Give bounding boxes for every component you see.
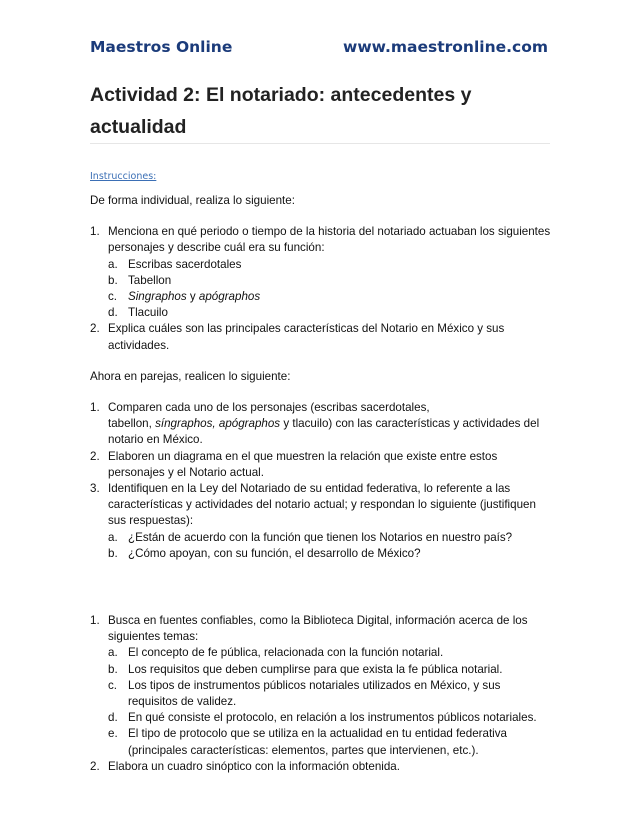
sub-text: ¿Cómo apoyan, con su función, el desarrollo de México? [128,546,421,560]
list-item [90,224,552,256]
item-text: Identifiquen en la Ley del Notariado de su entidad federativa, lo referente a las características y actividades del notario actual; y respondan lo siguiente (justifiquen sus respuestas): [108,482,536,528]
sub-letter: e. [108,727,118,741]
sub-item [90,530,552,546]
sub-letter: d. [108,306,118,320]
sub-text: y [186,290,199,304]
item-text: Explica cuáles son las principales características del Notario en México y sus actividades. [108,322,505,352]
header-url: www.maestronline.com [343,38,548,56]
sub-letter: d. [108,711,118,725]
sub-text: ¿Están de acuerdo con la función que tienen los Notarios en nuestro país? [128,530,513,544]
instructions-label: Instrucciones: [90,171,157,182]
sub-text: Tabellon [128,273,172,287]
sub-letter: c. [108,678,118,692]
sub-item [90,273,552,289]
sub-text-italic: apógraphos [198,290,261,304]
list-item [90,481,552,530]
list-item [90,759,552,775]
sub-item [90,645,552,661]
header-brand: Maestros Online [90,38,233,56]
sub-item [90,662,552,678]
sub-item [90,678,552,710]
sub-letter: c. [108,290,118,304]
item-text: Comparen cada uno de los personajes (escribas sacerdotales, [108,401,430,415]
sub-letter: a. [108,646,118,660]
sub-text: Los tipos de instrumentos públicos notariales utilizados en México, y sus requisitos de validez. [128,678,501,709]
sub-letter: a. [108,257,118,271]
sub-item [90,546,552,562]
item-text: Elabora un cuadro sinóptico con la información obtenida. [108,759,400,773]
item-number: 2. [90,449,100,463]
sub-letter: b. [108,662,118,676]
section1-intro: De forma individual, realiza lo siguiente: [90,194,295,207]
sub-text: Tlacuilo [128,306,168,320]
item-text: Busca en fuentes confiables, como la Biblioteca Digital, información acerca de los siguientes temas: [108,614,528,644]
sub-text: Escribas sacerdotales [128,257,242,271]
sub-text: Los requisitos que deben cumplirse para que exista la fe pública notarial. [128,662,503,676]
sub-item [90,726,552,758]
section2-intro: Ahora en parejas, realicen lo siguiente: [90,369,291,383]
item-number: 1. [90,401,100,415]
sub-item [90,305,552,321]
item-number: 2. [90,322,100,336]
item-number: 2. [90,759,100,773]
sub-item [90,289,552,305]
sub-letter: a. [108,530,118,544]
sub-text: El tipo de protocolo que se utiliza en la actualidad en tu entidad federativa (principales características: elementos, partes que intervienen, etc.). [128,727,507,757]
sub-item [90,257,552,273]
sub-letter: b. [108,273,118,287]
title-divider [90,143,550,144]
list-item [90,400,552,449]
item-text: Menciona en qué periodo o tiempo de la historia del notariado actuaban los siguientes personajes y describe cuál era su función: [108,225,551,255]
item-number: 1. [90,225,100,239]
item-text: tabellon, [108,417,156,431]
item-number: 3. [90,482,100,496]
document-body [90,193,552,775]
item-text: Elaboren un diagrama en el que muestren la relación que existe entre estos personajes y el Notario actual. [108,449,498,479]
item-text: y tlacuilo) con las características y actividades del notario en México. [108,417,540,447]
sub-text: El concepto de fe pública, relacionada con la función notarial. [128,646,444,660]
item-number: 1. [90,614,100,628]
sub-text-italic: Singraphos [128,290,187,304]
page-title: Actividad 2: El notariado: antecedentes y actualidad [90,84,472,138]
item-text-italic: síngraphos, apógraphos [155,417,281,431]
page-header [90,38,548,56]
list-item [90,613,552,645]
list-item [90,449,552,481]
sub-item [90,710,552,726]
list-item [90,321,552,353]
sub-text: En qué consiste el protocolo, en relación a los instrumentos públicos notariales. [128,711,537,725]
sub-letter: b. [108,546,118,560]
